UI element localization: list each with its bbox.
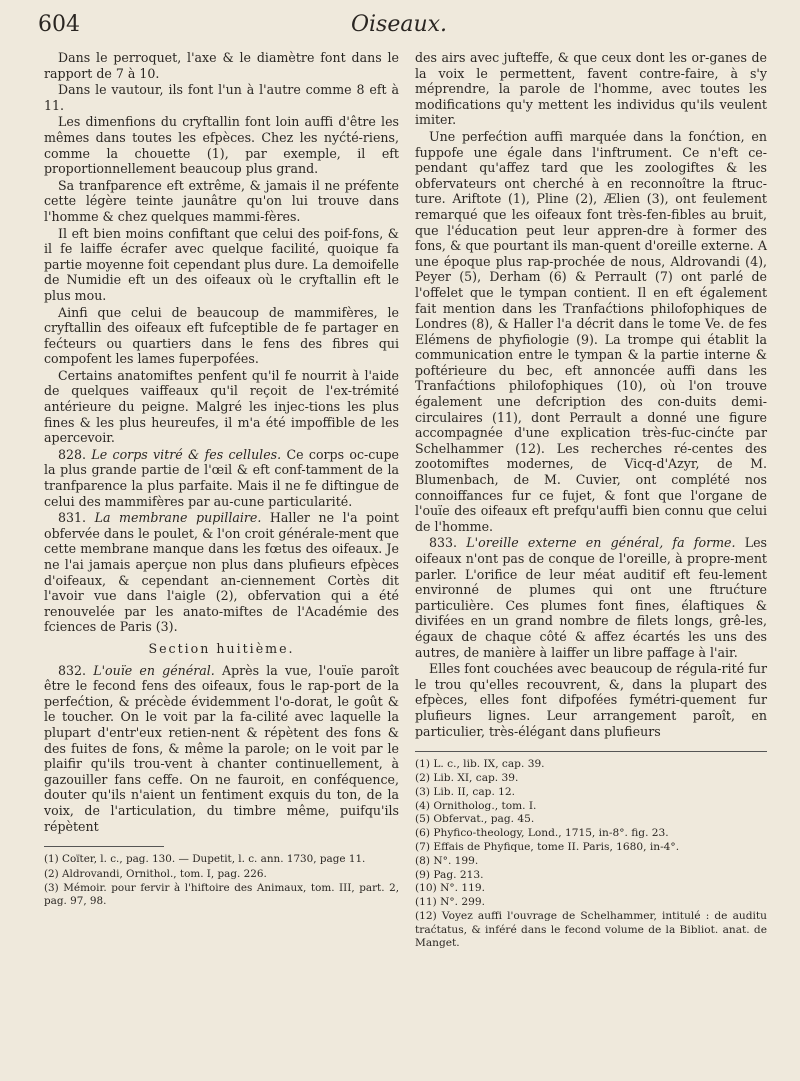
paragraph: Il eft bien moins confiftant que celui des poif-fons, & il fe laiffe écrafer avec quelque facilité, quoique fa partie moyenne foit cependant plus dure. La demoifelle de Numidie eft un des oifeaux où le cryftallin eft le plus mou. [44, 225, 399, 303]
paragraph: Certains anatomiftes penfent qu'il fe nourrit à l'aide de quelques vaiffeaux qu'il reçoit de l'ex-trémité antérieure du peigne. Malgré les injec-tions les plus fines & les plus heureufes, il m'a été impoffible de les apercevoir. [44, 367, 399, 446]
footnote: (3) Mémoir. pour fervir à l'hiftoire des Animaux, tom. III, part. 2, pag. 97, 98. [44, 881, 399, 908]
footnote: (12) Voyez auffi l'ouvrage de Schelhammer, intitulé : de auditu traćtatus, & inféré dans le fecond volume de la Bibliot. anat. de Manget. [415, 909, 767, 950]
footnote: (4) Ornitholog., tom. I. [415, 799, 537, 812]
paragraph-text: Haller ne l'a point obfervée dans le poulet, & l'on croit générale-ment que cette membrane manque dans les fœtus des oifeaux. Je ne l'ai jamais aperçue non plus dans plufieurs efpèces d'oifeaux, & cependant an-ciennement Cortès dit l'avoir vue dans l'aigle (2), obfervation qui a été renouvelée par les anato-miftes de l'Académie des fciences de Paris (3). [44, 510, 399, 635]
footnote: (7) Effais de Phyfique, tome II. Paris, 1680, in-4°. [415, 840, 680, 853]
paragraph: Une perfećtion auffi marquée dans la fonćtion, en fuppofe une égale dans l'inftrument. Ce n'eft ce-pendant qu'affez tard que les zoologiftes & les obfervateurs ont cherché à en reconnoître la ftruc-ture. Ariftote (1), Pline (2), Ælien (3), ont feulement remarqué que les oifeaux font très-fen-fibles au bruit, que l'éducation peut leur appren-dre à former des fons, & que pourtant ils man-quent d'oreille externe. A une époque plus rap-prochée de nous, Aldrovandi (4), Peyer (5), Derham (6) & Perrault (7) ont parlé de l'offelet que le tympan contient. Il en eft également fait mention dans les Tranfaćtions philofophiques de Londres (8), & Haller l'a décrit dans le tome Ve. de fes Elémens de phyfiologie (9). La trompe qui établit la communication entre le tympan & la partie interne & poftérieure du bec, eft annoncée auffi dans les Tranfaćtions philofophiques (10), où l'on trouve également une defcription des con-duits demi-circulaires (11), dont Perrault a donné une figure accompagnée d'une explication très-fuc-cinćte par Schelhammer (12). Les recherches ré-centes des zootomiftes modernes, de Vicq-d'Azyr, de M. Blumenbach, de M. Cuvier, ont complété nos connoiffances fur ce fujet, & font que l'organe de l'ouïe des oifeaux eft prefqu'auffi bien connu que celui de l'homme. [415, 128, 767, 534]
page-number: 604 [38, 12, 80, 37]
paragraph: Dans le vautour, ils font l'un à l'autre comme 8 eft à 11. [44, 82, 399, 113]
paragraph-831 [44, 510, 399, 635]
footnote: (5) Obfervat., pag. 45. [415, 813, 535, 826]
paragraph-heading: Le corps vitré & fes cellules. [91, 446, 282, 462]
paragraph: Les dimenfions du cryftallin font loin auffi d'être les mêmes dans toutes les efpèces. Chez les nyćté-riens, comme la chouette (1), par exemple, il eft proportionnellement beaucoup plus grand. [44, 114, 399, 177]
paragraph: Elles font couchées avec beaucoup de régula-rité fur le trou qu'elles recouvrent, &, dans la plupart des efpèces, elles font difpofées fymétri-quement fur plufieurs lignes. Leur arrangement paroît, en particulier, très-élégant dans plufieurs [415, 661, 767, 739]
right-column [415, 50, 767, 951]
footnote: (6) Phyfico-theology, Lond., 1715, in-8°. fig. 23. [415, 827, 669, 840]
paragraph: Sa tranfparence eft extrême, & jamais il ne préfente cette légère teinte jaunâtre qu'on lui trouve dans l'homme & chez quelques mammi-fères. [44, 177, 399, 224]
page-header [38, 12, 760, 40]
footnote: (10) N°. 119. [415, 882, 486, 895]
paragraph-text: Ce corps oc-cupe la plus grande partie de l'œil & eft conf-tamment de la tranfparence la plus parfaite. Mais il ne fe diftingue de celui des mammifères par au-cune particularité. [44, 446, 399, 509]
section-heading: Section huitième. [148, 640, 295, 656]
footnote: (2) Lib. XI, cap. 39. [415, 771, 519, 784]
footnote-divider [415, 751, 767, 752]
footnote: (2) Aldrovandi, Ornithol., tom. I, pag. 226. [44, 867, 267, 880]
paragraph: Dans le perroquet, l'axe & le diamètre font dans le rapport de 7 à 10. [44, 50, 399, 81]
footnote: (3) Lib. II, cap. 12. [415, 785, 516, 798]
paragraph: des airs avec jufteffe, & que ceux dont les or-ganes de la voix le permettent, favent contre-faire, à s'y méprendre, la parole de l'homme, avec toutes les modifications qu'y mettent les individus qu'ils veulent imiter. [415, 50, 767, 128]
running-title: Oiseaux. [350, 12, 448, 37]
paragraph-heading: La membrane pupillaire. [94, 510, 262, 526]
footnote: (1) Coïter, l. c., pag. 130. — Dupetit, l. c. ann. 1730, page 11. [44, 853, 366, 866]
paragraph-833 [415, 535, 767, 660]
paragraph-832 [44, 663, 399, 835]
section-number: 828. [58, 446, 87, 462]
footnote: (8) N°. 199. [415, 854, 479, 867]
paragraph-828 [44, 447, 399, 509]
footnote-list [415, 758, 767, 951]
footnote: (11) N°. 299. [415, 896, 486, 909]
paragraph: Ainfi que celui de beaucoup de mammifères, le cryftallin des oifeaux eft fufceptible de fe partager en fećteurs ou quartiers dans le fens des fibres qui compofent les lames fuperpofées. [44, 304, 399, 367]
paragraph-heading: L'ouïe en général. [93, 662, 215, 678]
section-number: 832. [58, 662, 87, 678]
footnote: (1) L. c., lib. IX, cap. 39. [415, 758, 545, 771]
footnote: (9) Pag. 213. [415, 868, 484, 881]
footnote-divider [44, 846, 164, 847]
section-number: 831. [58, 510, 87, 526]
section-number: 833. [429, 535, 458, 551]
left-column [44, 50, 399, 909]
paragraph-heading: L'oreille externe en général, fa forme. [466, 535, 736, 551]
paragraph-text: Les oifeaux n'ont pas de conque de l'oreille, à propre-ment parler. L'orifice de leur méat auditif eft feu-lement environné de plumes qui ont une ftrućture particulière. Ces plumes font fines, élaftiques & divifées en un grand nombre de filets longs, grê-les, égaux de chaque côté & affez écartés les uns des autres, de manière à laiffer un libre paffage à l'air. [415, 535, 767, 660]
paragraph-text: Après la vue, l'ouïe paroît être le fecond fens des oifeaux, fous le rap-port de la perfećtion, & précède évidemment l'o-dorat, le goût & le toucher. On le voit par la fa-cilité avec laquelle la plupart d'entr'eux retien-nent & répètent des fons & des fuites de fons, & même la parole; on le voit par le plaifir qu'ils trou-vent à chanter continuellement, à gazouiller fans ceffe. On ne fauroit, en conféquence, douter qu'ils n'aient un fentiment exquis du ton, de la voix, de l'articulation, du timbre même, puifqu'ils répètent [44, 662, 399, 834]
